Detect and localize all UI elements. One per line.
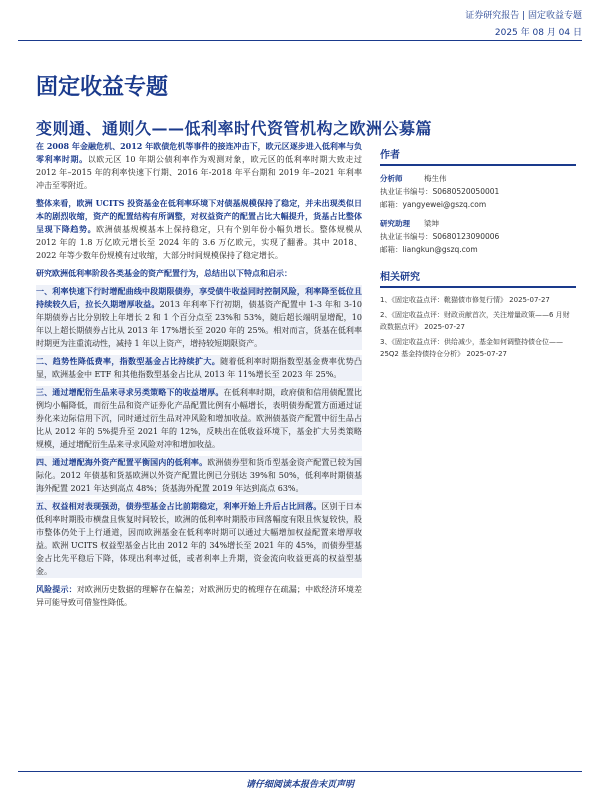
author-cert: 执业证书编号：S0680520050001 [380,187,500,196]
finding-text: 区别于日本低利率时期股市横盘且恢复时间较长，欧洲的低利率时期股市回落幅度有限且恢复较快，股市整体仍处于上行通道，因而欧洲基金在低利率时期可以通过大幅增加权益配置来增厚收益。欧洲 UCITS 权益型基金占比由 2012 年的 34%增长至 2021 年的 45%，而债券型基金占比先平稳后下降，体现出利率过低，或者利率上升期，资金流向收益更高的权益型基金。 [36,502,363,576]
author-email[interactable]: 邮箱：liangkun@gszq.com [380,245,478,254]
paragraph [36,197,362,262]
report-type: 证券研究报告 | 固定收益专题 [465,11,582,21]
risk-warning [36,583,362,609]
finding-lead: 五、权益相对表现强劲，债券型基金占比前期稳定，利率开始上升后占比回落。 [36,501,322,511]
author-cert: 执业证书编号：S0680123090006 [380,232,500,241]
risk-lead: 风险提示： [36,584,77,594]
author-name-row [380,217,576,230]
paragraph [36,267,362,280]
related-research [380,268,576,360]
finding-text: 在低利率时期，政府债和信用债配置比例均小幅降低，而衍生品和资产证券化产品配置比例有小幅增长，表明债券配置方面通过证券化来边际信用下沉，同时通过衍生品对冲风险和增加收益。欧洲债基资产配置中衍生品占比从 2012 年的 5%提升至 2021 年的 12%，反映出在低收益环境下，基金扩大另类策略规模，通过增配衍生品来寻求风险对冲和增加收益。 [36,388,363,449]
summary-column [36,140,362,614]
finding-text: 随着低利率时期指数型基金费率优势凸显，欧洲基金中 ETF 和其他指数型基金占比从 2013 年 11%增长至 2023 年 25%。 [36,357,363,379]
finding-5 [36,500,362,578]
related-item[interactable]: 2、《固定收益点评：财政贡献首次，关注增量政策——6 月财政数据点评》 2025-07-27 [380,311,570,331]
finding-text: 2013 年利率下行初期，债基资产配置中 1-3 年和 3-10 年期债券占比分别较上年增长 2 和 1 个百分点至 23%和 53%，随后超长端明显增配，10 年以上超长期债券占比从 2013 年 17%增长至 2020 年的 25%。相对而言，货基在低利率时期更为注重流动性，减持 1 年以上资产，增持较短期限资产。 [36,300,363,348]
author-name: 梅生伟 [424,174,447,183]
related-heading: 相关研究 [380,268,576,288]
author-role: 分析师 [380,174,403,183]
finding-3 [36,386,362,451]
sidebar [380,146,576,363]
finding-4 [36,456,362,495]
finding-1 [36,285,362,350]
related-item[interactable]: 1、《固定收益点评：靴猫债市修复行情》 2025-07-27 [380,296,550,304]
paragraph-text: 以欧元区 10 年期公债利率作为观测对象，欧元区的低利率时期大致走过 2012 年–2015 年的利率快速下行期、2016 年-2018 年平台期和 2019 年–2021 年利率冲击至零附近。 [36,155,362,190]
finding-lead: 二、趋势性降低费率，指数型基金占比持续扩大。 [36,356,221,366]
related-item[interactable]: 3、《固定收益点评：供给减少，基金如何调整持债仓位——25Q2 基金持债持仓分析》 2025-07-27 [380,338,563,358]
paragraph-lead: 在 2008 年金融危机、2012 年欧债危机等事件的接连冲击下，欧元区逐步进入低利率与负零利率时期。 [36,141,362,164]
page-subtitle: 变则通、通则久——低利率时代资管机构之欧洲公募篇 [36,119,433,138]
paragraph-text: 欧洲债基规模基本上保持稳定，只有个别年份小幅负增长。整体规模从 2012 年的 1.8 万亿欧元增长至 2024 年的 3.6 万亿欧元，实现了翻番。其中 2018、2022 年等少数年份规模有过收缩，大部分时间规模保持了稳定增长。 [36,225,363,260]
author-name: 梁坤 [424,219,439,228]
paragraph-lead: 整体来看，欧洲 UCITS 投资基金在低利率环境下对债基规模保持了稳定，并未出现类似日本的剧烈收缩，资产的配置结构有所调整，对权益资产的配置占比大幅提升，货基占比整体呈现下降趋势。 [36,198,362,234]
author-name-row [380,172,576,185]
paragraph-lead: 研究欧洲低利率阶段各类基金的资产配置行为，总结出以下特点和启示： [36,268,292,278]
finding-lead: 一、利率快速下行时增配曲线中段期限债券，享受债牛收益同时控制风险，利率降至低位且持续较久后，拉长久期增厚收益。 [36,286,362,309]
finding-lead: 四、通过增配海外资产配置平衡国内的低利率。 [36,457,208,467]
footer-divider [18,771,582,772]
finding-text: 欧洲债券型和货币型基金资产配置已较为国际化。2012 年债基和货基欧洲以外资产配置比例已分别达 39%和 50%，低利率时期债基海外配置 2021 年达到高点 48%；货基海外配置 2019 年达到高点 63%。 [36,458,363,493]
report-header [465,8,582,38]
author-role: 研究助理 [380,219,410,228]
author-email[interactable]: 邮箱：yangyewei@gszq.com [380,200,487,209]
report-date: 2025 年 08 月 04 日 [494,28,582,38]
paragraph [36,140,362,192]
page-title: 固定收益专题 [36,75,169,100]
risk-text: 对欧洲历史数据的理解存在偏差；对欧洲历史的梳理存在疏漏；中欧经济环境差异可能导致可借鉴性降低。 [36,585,363,607]
footer-disclaimer: 请仔细阅读本报告末页声明 [245,780,354,790]
header-divider [18,40,582,41]
authors-heading: 作者 [380,146,576,166]
finding-lead: 三、通过增配衍生品来寻求另类策略下的收益增厚。 [36,387,224,397]
finding-2 [36,355,362,381]
